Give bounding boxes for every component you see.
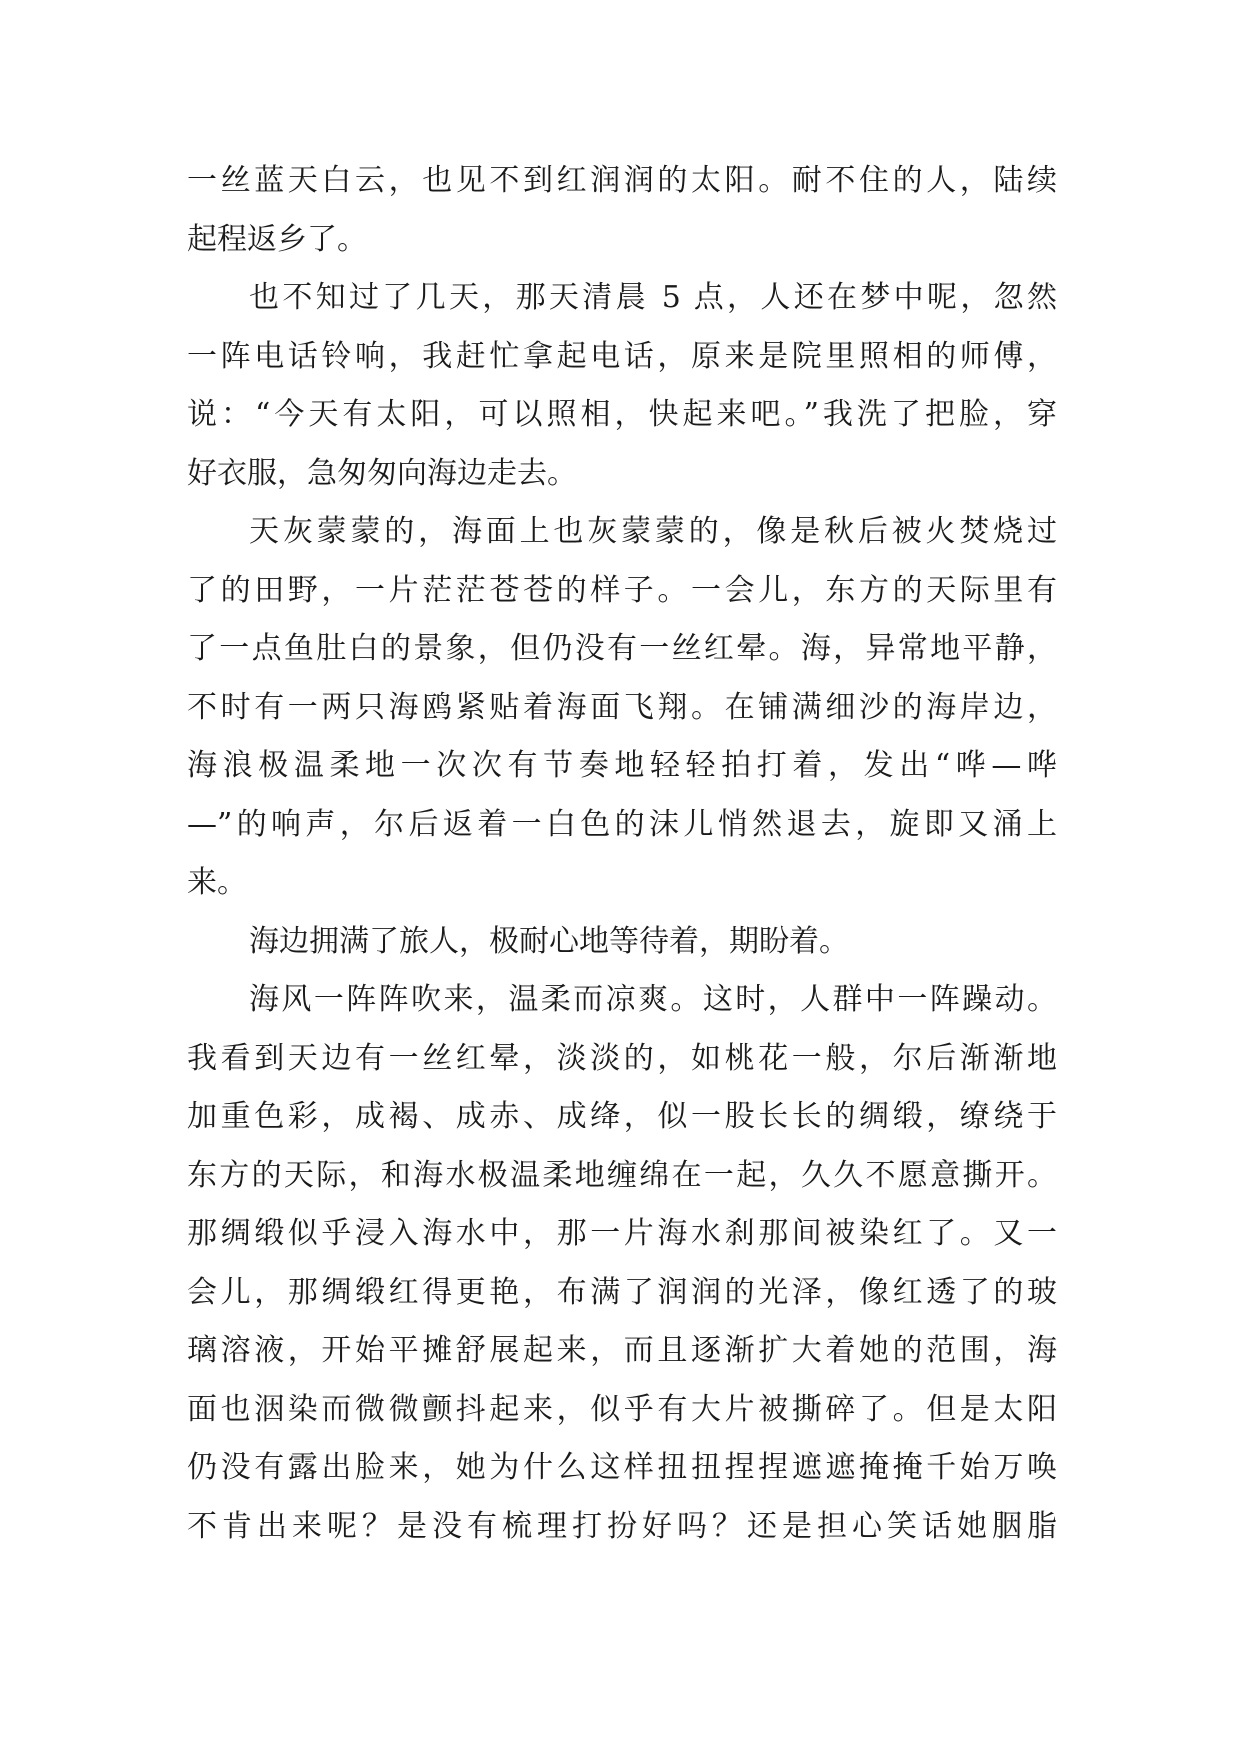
text-line: 仍没有露出脸来，她为什么这样扭扭捏捏遮遮掩掩千始万唤 bbox=[187, 1450, 1057, 1485]
text-line: 一阵电话铃响，我赶忙拿起电话，原来是院里照相的师傅， bbox=[187, 338, 1057, 374]
text-line: 东方的天际，和海水极温柔地缠绵在一起，久久不愿意撕开。 bbox=[187, 1157, 1057, 1193]
text-line: 璃溶液，开始平摊舒展起来，而且逐渐扩大着她的范围，海 bbox=[187, 1333, 1057, 1368]
text-line: 会儿，那绸缎红得更艳，布满了润润的光泽，像红透了的玻 bbox=[187, 1274, 1057, 1310]
text-line: 海浪极温柔地一次次有节奏地轻轻拍打着，发出“哗—哗 bbox=[187, 748, 1057, 783]
document-body bbox=[187, 152, 1057, 1556]
text-line: 来。 bbox=[187, 865, 247, 900]
text-line: 海边拥满了旅人，极耐心地等待着，期盼着。 bbox=[249, 923, 849, 959]
text-line: 海风一阵阵吹来，温柔而凉爽。这时，人群中一阵躁动。 bbox=[249, 982, 1057, 1017]
text-line: 好衣服，急匆匆向海边走去。 bbox=[187, 455, 577, 491]
text-line: 那绸缎似乎浸入海水中，那一片海水刹那间被染红了。又一 bbox=[187, 1216, 1057, 1251]
text-line: 我看到天边有一丝红晕，淡淡的，如桃花一般，尔后渐渐地 bbox=[187, 1040, 1057, 1076]
text-line: 起程返乡了。 bbox=[187, 221, 367, 257]
text-line: 了一点鱼肚白的景象，但仍没有一丝红晕。海，异常地平静， bbox=[187, 631, 1057, 666]
text-line: 加重色彩，成褐、成赤、成绛，似一股长长的绸缎，缭绕于 bbox=[187, 1099, 1057, 1134]
text-line: 不肯出来呢？是没有梳理打扮好吗？还是担心笑话她胭脂 bbox=[187, 1508, 1057, 1544]
text-line: 说：“今天有太阳，可以照相，快起来吧。”我洗了把脸，穿 bbox=[187, 397, 1057, 432]
text-line: 也不知过了几天，那天清晨 5 点，人还在梦中呢，忽然 bbox=[249, 280, 1057, 315]
text-line: 一丝蓝天白云，也见不到红润润的太阳。耐不住的人，陆续 bbox=[187, 163, 1057, 198]
text-line: 天灰蒙蒙的，海面上也灰蒙蒙的，像是秋后被火焚烧过 bbox=[249, 514, 1057, 549]
text-line: —”的响声，尔后返着一白色的沫儿悄然退去，旋即又涌上 bbox=[187, 806, 1057, 842]
text-line: 不时有一两只海鸥紧贴着海面飞翔。在铺满细沙的海岸边， bbox=[187, 689, 1057, 725]
text-line: 面也洇染而微微颤抖起来，似乎有大片被撕碎了。但是太阳 bbox=[187, 1391, 1057, 1427]
text-line: 了的田野，一片茫茫苍苍的样子。一会儿，东方的天际里有 bbox=[187, 572, 1057, 608]
